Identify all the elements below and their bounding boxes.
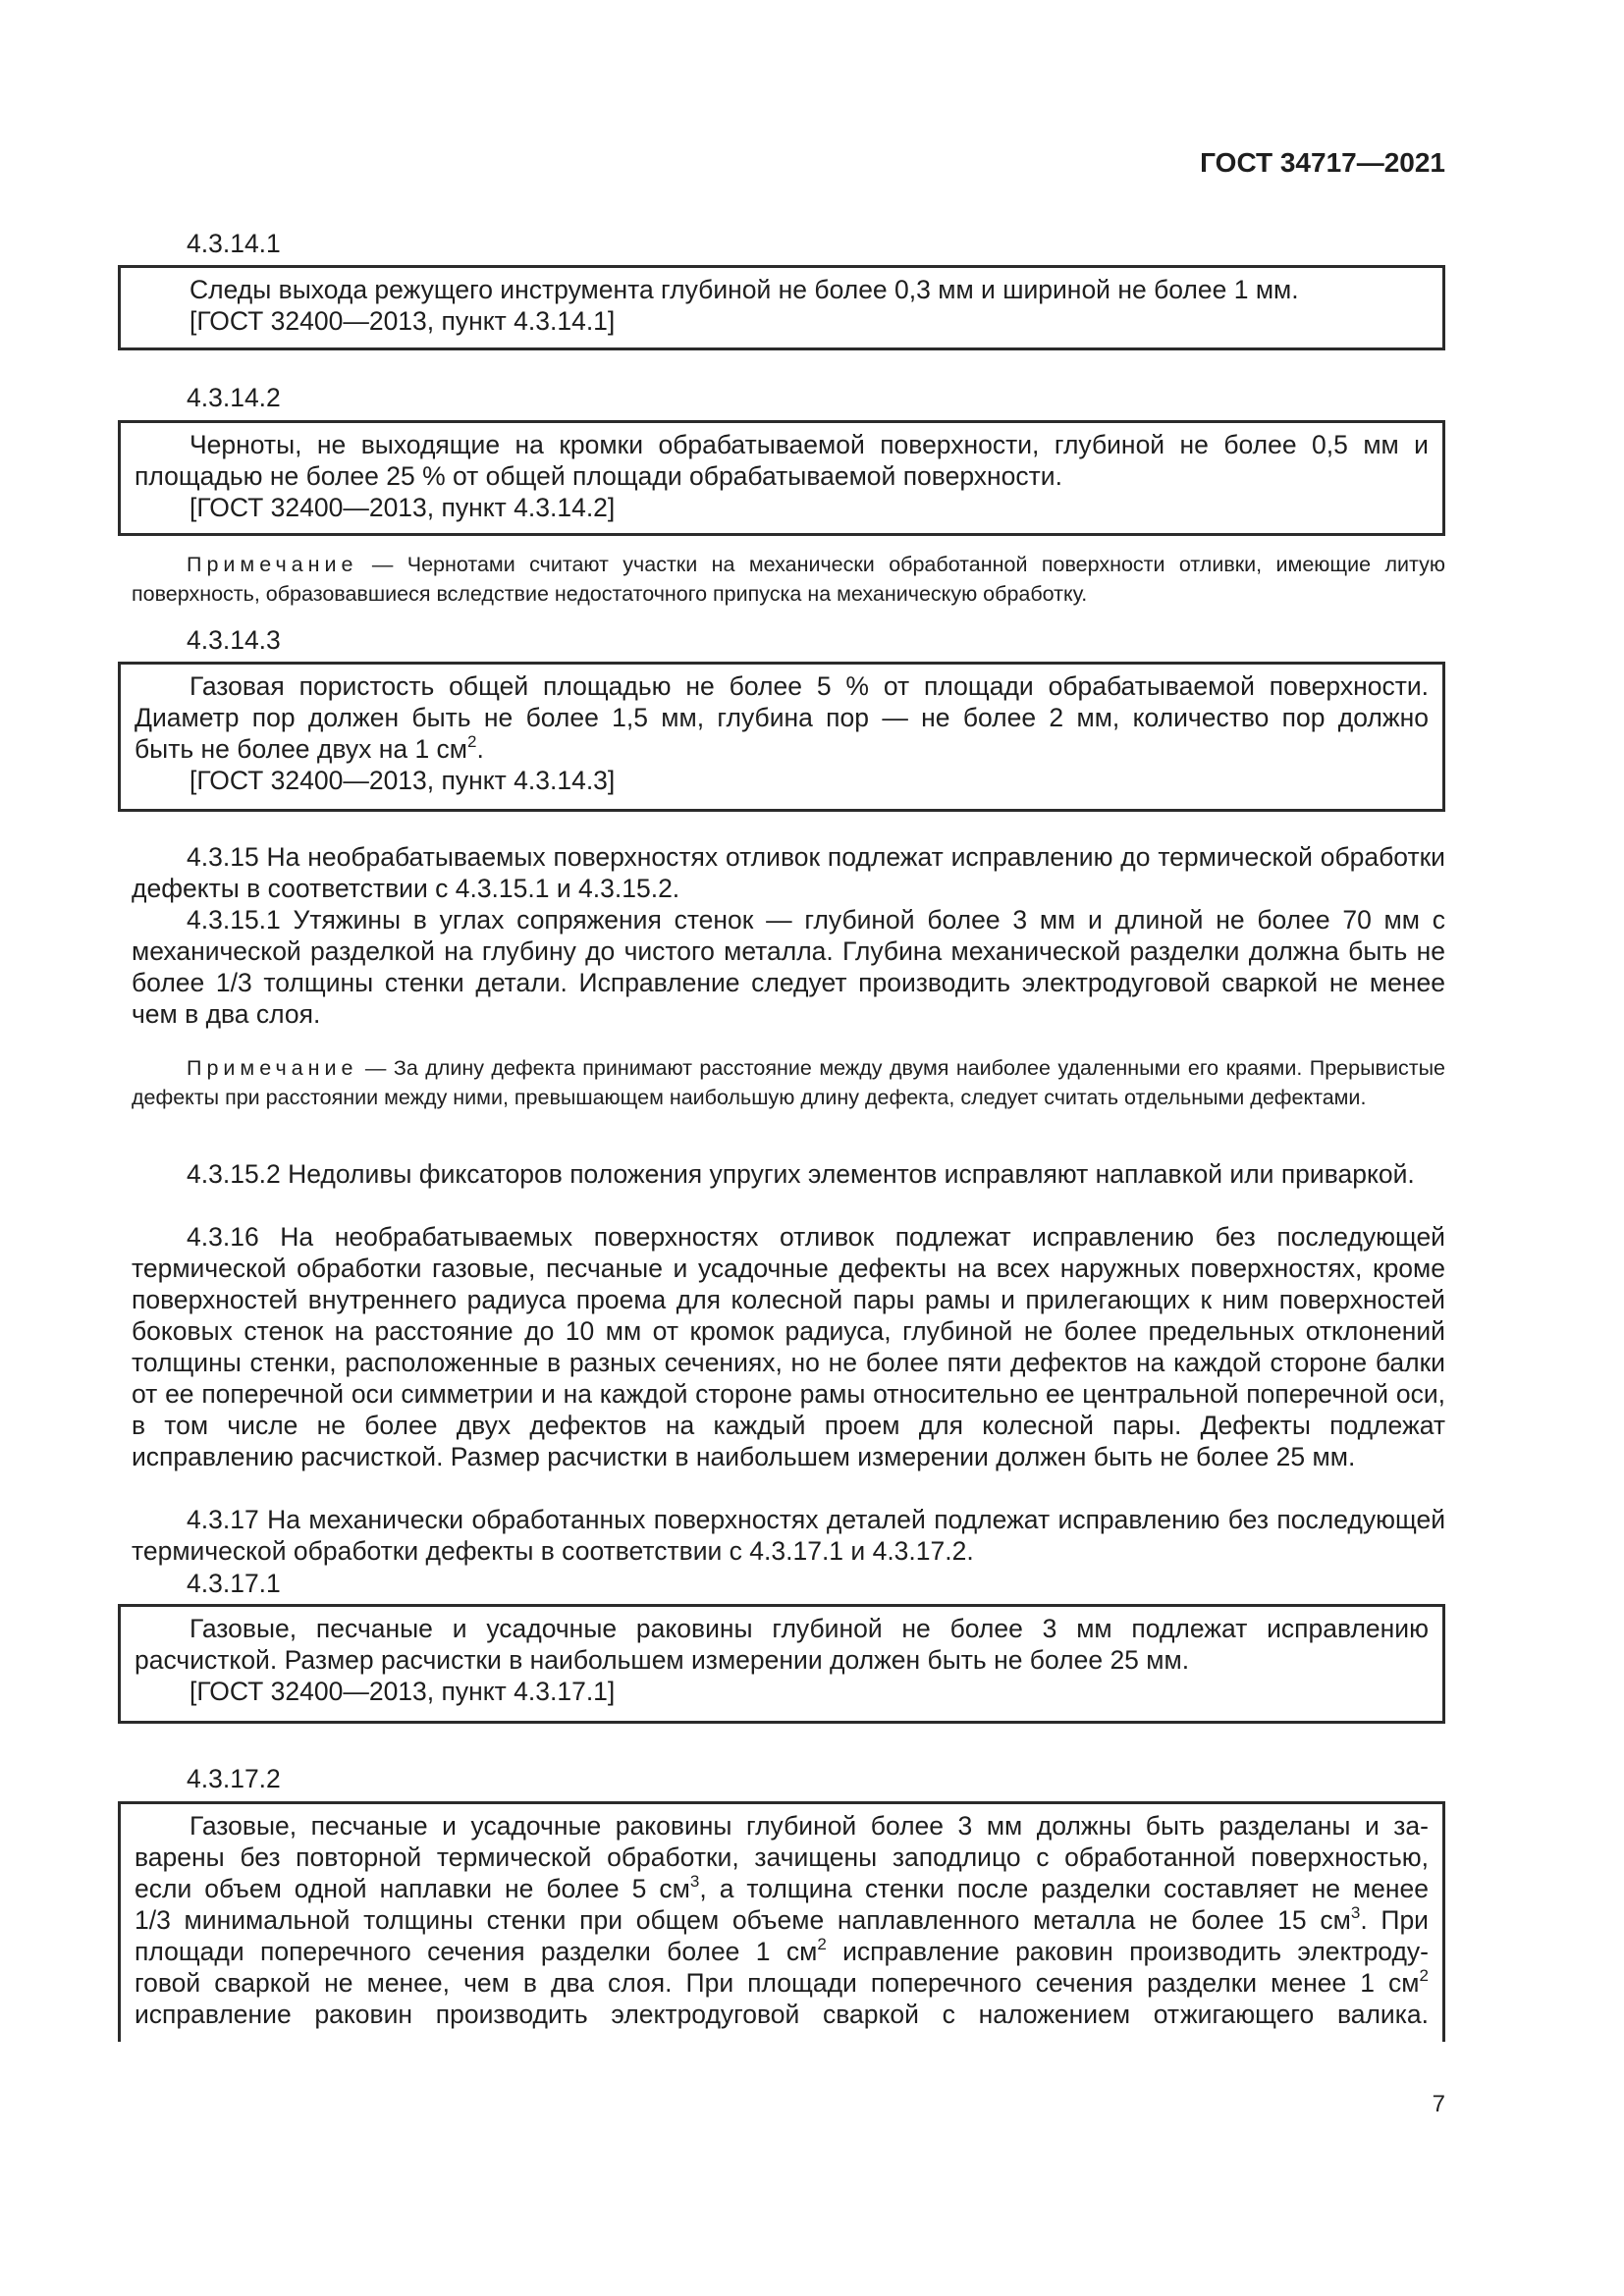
note-label: Примечание — [187, 1056, 358, 1080]
clause-number: 4.3.14.3 — [187, 625, 281, 655]
note — [132, 1053, 1445, 1112]
clause-number: 4.3.17.1 — [187, 1569, 281, 1598]
superscript: 2 — [467, 732, 477, 751]
quote-text-line: Черноты, не выходящие на кромки обрабатываемой поверхности, глубиной не более 0,5 мм и — [189, 430, 1429, 459]
paragraph: 4.3.15 На необрабатываемых поверхностях отливок подлежат исправлению до термической обработки дефекты в соответствии с 4.3.15.1 и 4.3.15.2. — [132, 842, 1445, 903]
paragraph: 4.3.17 На механически обработанных поверхностях деталей подлежат исправлению без последующей термической обработки дефекты в соответствии с 4.3.17.1 и 4.3.17.2. — [132, 1505, 1445, 1566]
quote-text-line: площадью не более 25 % от общей площади обрабатываемой поверхности. — [135, 461, 1062, 491]
quote-reference: [ГОСТ 32400—2013, пункт 4.3.14.3] — [189, 766, 616, 795]
paragraph: 4.3.15.1 Утяжины в углах сопряжения стенок — глубиной более 3 мм и длиной не более 70 мм с механической разделкой на глубину до чистого металла. Глубина механической разделки должна быть не более 1/3 толщины стенки детали. Исправление следует производить электродуговой сваркой не менее чем в два слоя. — [132, 905, 1445, 1029]
quote-text-line: исправление раковин производить электродуговой сваркой с наложением отжигающего валика. — [135, 2000, 1429, 2029]
page-number: 7 — [1432, 2091, 1445, 2117]
quote-text: Следы выхода режущего инструмента глубиной не более 0,3 мм и шириной не более 1 мм. — [189, 275, 1299, 304]
superscript: 2 — [817, 1935, 827, 1953]
note-text: — Чернотами считают участки на механически обработанной поверхности отливки, имеющие литую поверхность, образовавшиеся вследствие недостаточного припуска на механическую обработку. — [132, 553, 1445, 606]
paragraph: 4.3.16 На необрабатываемых поверхностях отливок подлежат исправлению без последующей термической обработки газовые, песчаные и усадочные дефекты на всех наружных поверхностях, кроме поверхностей внутреннего радиуса проема для колесной пары рамы и прилегающих к ним поверхностей боковых стенок на расстояние до 10 мм от кромок радиуса, глубиной не более предельных отклонений толщины стенки, расположенные в разных сечениях, но не более пяти дефектов на каждой стороне балки от ее поперечной оси симметрии и на каждой стороне рамы относительно ее центральной поперечной оси, в том числе не более двух дефектов на каждый проем для колесной пары. Дефекты подлежат исправлению расчисткой. Размер расчистки в наибольшем измерении должен быть не более 25 мм. — [132, 1222, 1445, 1471]
quote-text-line: 1/3 минимальной толщины стенки при общем объеме наплавленного металла не более 15 $см^3$. При — [135, 1903, 1429, 1935]
quote-text-line: Газовая пористость общей площадью не более 5 % от площади обрабатываемой поверхности. — [189, 671, 1429, 701]
note — [132, 550, 1445, 609]
quote-reference: [ГОСТ 32400—2013, пункт 4.3.14.1] — [189, 306, 616, 336]
quote-text: Газовые, песчаные и усадочные раковины глубиной не более 3 мм подлежат исправлению расчисткой. Размер расчистки в наибольшем измерении должен быть не более 25 мм. — [135, 1614, 1429, 1675]
document-header: ГОСТ 34717—2021 — [1200, 147, 1445, 178]
quote-box — [118, 420, 1445, 536]
quote-reference: [ГОСТ 32400—2013, пункт 4.3.14.2] — [189, 493, 616, 522]
quote-text-line: если объем одной наплавки не более 5 $см^3$, а толщина стенки после разделки составляет не менее — [135, 1872, 1430, 1903]
note-text: — За длину дефекта принимают расстояние между двумя наиболее удаленными его краями. Прерывистые дефекты при расстоянии между ними, превышающем наибольшую длину дефекта, следует считать отдельными дефектами. — [132, 1056, 1445, 1109]
quote-text-line: площади поперечного сечения разделки более 1 $см^2$ исправление раковин производить электроду- — [135, 1935, 1430, 1966]
quote-text-line: быть не более двух на 1 $см^2$. — [135, 732, 484, 764]
quote-box — [118, 1801, 1445, 2042]
quote-text-line: Газовые, песчаные и усадочные раковины глубиной более 3 мм должны быть разделаны и за- — [189, 1811, 1429, 1841]
note-label: Примечание — [187, 553, 358, 576]
quote-box — [118, 265, 1445, 350]
quote-text-line: Диаметр пор должен быть не более 1,5 мм, глубина пор — не более 2 мм, количество пор должно — [135, 703, 1429, 732]
paragraph: 4.3.15.2 Недоливы фиксаторов положения упругих элементов исправляют наплавкой или приваркой. — [187, 1159, 1415, 1189]
quote-text-line: варены без повторной термической обработки, зачищены заподлицо с обработанной поверхностью, — [135, 1842, 1429, 1872]
quote-box — [118, 662, 1445, 812]
quote-text-line: говой сваркой не менее, чем в два слоя. При площади поперечного сечения разделки менее 1 $см^2$ — [135, 1966, 1429, 1998]
quote-reference: [ГОСТ 32400—2013, пункт 4.3.17.1] — [189, 1677, 616, 1706]
superscript: 2 — [1419, 1966, 1429, 1985]
clause-number: 4.3.14.2 — [187, 383, 281, 412]
clause-number: 4.3.14.1 — [187, 229, 281, 258]
superscript: 3 — [689, 1872, 700, 1891]
superscript: 3 — [1350, 1903, 1361, 1922]
quote-box — [118, 1604, 1445, 1724]
clause-number: 4.3.17.2 — [187, 1764, 281, 1793]
